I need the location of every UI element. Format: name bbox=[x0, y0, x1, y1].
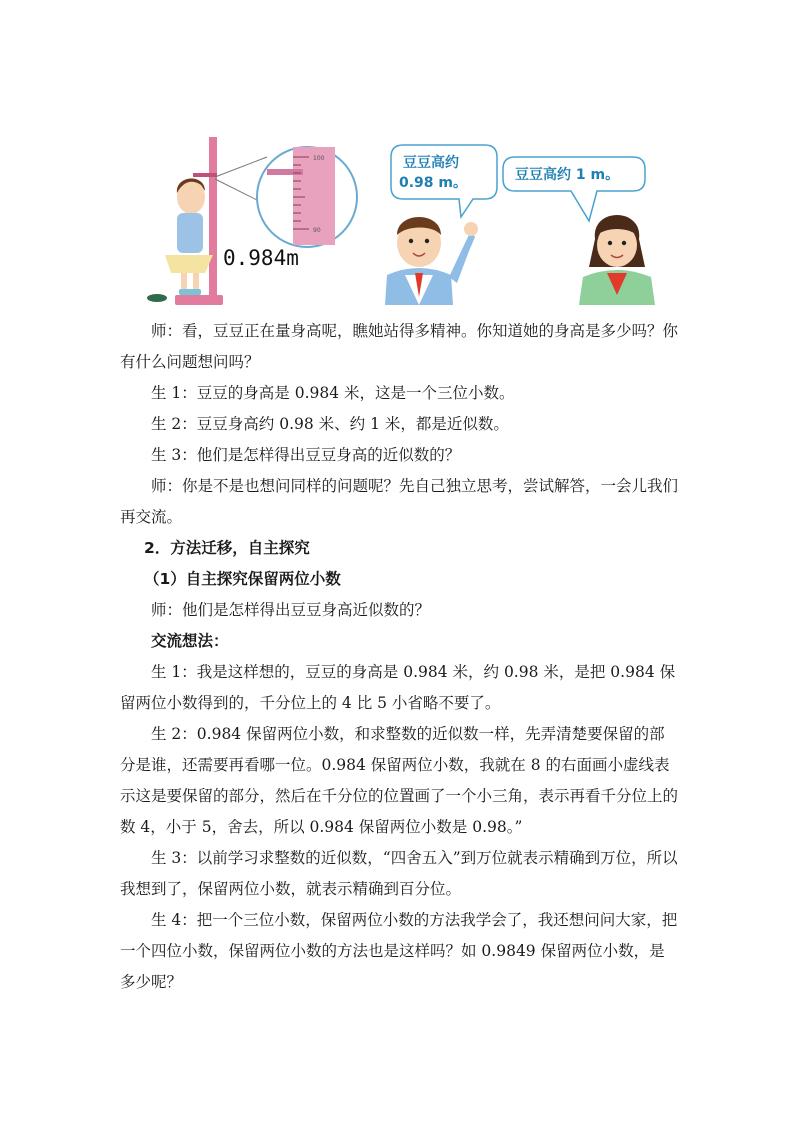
scale-top-label: 100 bbox=[313, 155, 325, 162]
illustration bbox=[135, 135, 655, 310]
girl-measuring bbox=[165, 178, 213, 295]
girl-character bbox=[579, 215, 655, 305]
paragraph: 生 1：豆豆的身高是 0.984 米，这是一个三位小数。 bbox=[151, 384, 515, 402]
boy-bubble-line1: 豆豆高约 bbox=[403, 155, 459, 171]
measure-label: 0.984m bbox=[223, 246, 299, 270]
paragraph: 生 3：他们是怎样得出豆豆身高的近似数的？ bbox=[151, 446, 461, 464]
scale-base bbox=[175, 295, 223, 305]
head-slider bbox=[193, 173, 217, 177]
paragraph: 生 4：把一个三位小数，保留两位小数的方法我学会了，我还想问问大家，把一个四位小数，保留两位小数的方法也是这样吗？如 0.9849 保留两位小数，是多少呢？ bbox=[120, 911, 678, 991]
paragraph: 生 2：豆豆身高约 0.98 米、约 1 米，都是近似数。 bbox=[151, 415, 509, 433]
subsection-heading: （1）自主探究保留两位小数 bbox=[144, 570, 341, 588]
document-body bbox=[120, 316, 680, 998]
measuring-pole bbox=[209, 137, 217, 305]
paragraph: 生 1：我是这样想的，豆豆的身高是 0.984 米，约 0.98 米，是把 0.984 保留两位小数得到的，千分位上的 4 比 5 小省略不要了。 bbox=[120, 663, 676, 712]
scale-bottom-label: 90 bbox=[313, 227, 321, 234]
section-heading: 2．方法迁移，自主探究 bbox=[144, 539, 310, 557]
paragraph: 师：看，豆豆正在量身高呢，瞧她站得多精神。你知道她的身高是多少吗？你有什么问题想问吗？ bbox=[120, 322, 679, 371]
discussion-label: 交流想法： bbox=[151, 632, 229, 650]
paragraph: 师：他们是怎样得出豆豆身高近似数的？ bbox=[151, 601, 431, 619]
boy-bubble-line2: 0.98 m。 bbox=[399, 175, 468, 191]
paragraph: 生 3：以前学习求整数的近似数，“四舍五入”到万位就表示精确到万位，所以我想到了，保留两位小数，就表示精确到百分位。 bbox=[120, 849, 678, 898]
paragraph: 师：你是不是也想问同样的问题呢？先自己独立思考，尝试解答，一会儿我们再交流。 bbox=[120, 477, 679, 526]
boy-character bbox=[385, 217, 478, 305]
illustration-svg bbox=[135, 135, 655, 310]
paragraph: 生 2：0.984 保留两位小数，和求整数的近似数一样，先弄清楚要保留的部分是谁，还需要再看哪一位。0.984 保留两位小数，我就在 8 的右面画小虚线表示这是要保留的部分，然后在千分位的位置画了一个小三角，表示再看千分位上的数 4，小于 5，舍去，所以 0.984 保留两位小数是 0.98。” bbox=[120, 725, 679, 836]
girl-bubble-text: 豆豆高约 1 m。 bbox=[515, 167, 620, 183]
shoes bbox=[147, 294, 167, 302]
zoom-slider bbox=[267, 169, 303, 175]
zoom-line-top bbox=[215, 157, 267, 177]
